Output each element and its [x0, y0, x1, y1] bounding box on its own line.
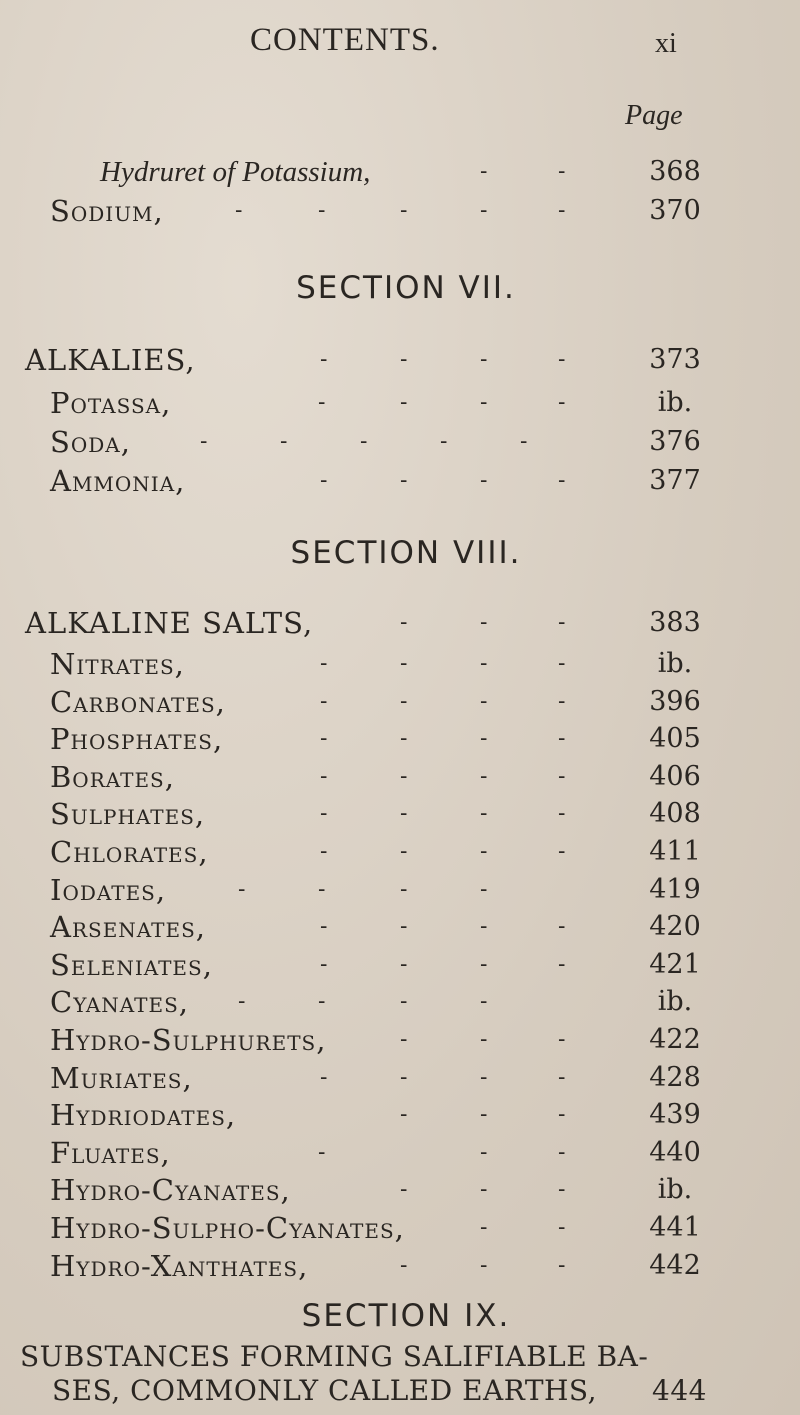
leader-dash: -: [480, 651, 488, 676]
leader-dash: -: [558, 159, 566, 184]
leader-dash: -: [320, 764, 328, 789]
leader-dash: -: [400, 989, 408, 1014]
toc-entry-chlorates[interactable]: [0, 832, 800, 872]
leader-dash: -: [480, 198, 488, 223]
toc-entry-substances-line2[interactable]: SES, COMMONLY CALLED EARTHS,: [52, 1374, 598, 1407]
toc-entry-label: Carbonates,: [50, 685, 226, 719]
leader-dash: -: [400, 689, 408, 714]
toc-entry-substances-line1[interactable]: SUBSTANCES FORMING SALIFIABLE BA-: [20, 1340, 649, 1373]
leader-dash: -: [400, 390, 408, 415]
toc-page-number: 439: [649, 1099, 701, 1130]
leader-dash: -: [440, 429, 448, 454]
leader-dash: -: [400, 1065, 408, 1090]
leader-dash: -: [400, 468, 408, 493]
toc-entry-carbonates[interactable]: [0, 682, 800, 722]
toc-entry-label: Cyanates,: [50, 985, 189, 1019]
leader-dash: -: [400, 1102, 408, 1127]
toc-page-number: 421: [649, 949, 701, 980]
leader-dash: -: [558, 1215, 566, 1240]
leader-dash: -: [558, 839, 566, 864]
leader-dash: -: [200, 429, 208, 454]
toc-entry-label: Hydro-Sulpho-Cyanates,: [50, 1211, 405, 1245]
leader-dash: -: [400, 347, 408, 372]
running-head-title: CONTENTS.: [250, 22, 440, 58]
toc-entry-label: Ammonia,: [50, 464, 186, 498]
toc-entry-label: Fluates,: [50, 1136, 171, 1170]
leader-dash: -: [360, 429, 368, 454]
leader-dash: -: [400, 651, 408, 676]
toc-page-number: 406: [649, 761, 701, 792]
leader-dash: -: [558, 764, 566, 789]
toc-entry-label: Soda,: [50, 425, 131, 459]
leader-dash: -: [558, 952, 566, 977]
leader-dash: -: [400, 1177, 408, 1202]
leader-dash: -: [480, 839, 488, 864]
leader-dash: -: [558, 1253, 566, 1278]
leader-dash: -: [400, 1253, 408, 1278]
toc-entry-label: Sodium,: [50, 194, 164, 228]
leader-dash: -: [480, 1102, 488, 1127]
leader-dash: -: [480, 159, 488, 184]
toc-entry-fluates[interactable]: [0, 1133, 800, 1173]
toc-entry-label: Muriates,: [50, 1061, 193, 1095]
toc-entry-alkalies[interactable]: [0, 340, 800, 380]
toc-page-number: 422: [649, 1024, 701, 1055]
toc-entry-label: Arsenates,: [50, 910, 207, 944]
toc-page-number: 405: [649, 723, 701, 754]
leader-dash: -: [320, 468, 328, 493]
toc-page-number: ib.: [657, 1174, 693, 1205]
toc-entry-phosphates[interactable]: [0, 719, 800, 759]
toc-page-number: 376: [649, 426, 701, 457]
leader-dash: -: [558, 651, 566, 676]
leader-dash: -: [320, 689, 328, 714]
toc-entry-arsenates[interactable]: [0, 907, 800, 947]
toc-entry-hydro-xanthates[interactable]: [0, 1246, 800, 1286]
leader-dash: -: [320, 952, 328, 977]
leader-dash: -: [558, 726, 566, 751]
leader-dash: -: [558, 390, 566, 415]
leader-dash: -: [558, 801, 566, 826]
toc-entry-seleniates[interactable]: [0, 945, 800, 985]
leader-dash: -: [558, 1177, 566, 1202]
toc-entry-label: Hydro-Cyanates,: [50, 1173, 291, 1207]
leader-dash: -: [558, 1140, 566, 1165]
toc-page-number: 441: [649, 1212, 701, 1243]
leader-dash: -: [400, 952, 408, 977]
toc-page-number: 442: [649, 1250, 701, 1281]
leader-dash: -: [558, 689, 566, 714]
toc-entry-alkaline-salts[interactable]: [0, 603, 800, 643]
toc-entry-borates[interactable]: [0, 757, 800, 797]
toc-page-number: ib.: [657, 986, 693, 1017]
leader-dash: -: [320, 839, 328, 864]
leader-dash: -: [520, 429, 528, 454]
toc-entry-label: Potassa,: [50, 386, 172, 420]
leader-dash: -: [320, 726, 328, 751]
leader-dash: -: [400, 877, 408, 902]
toc-entry-hydro-cyanates[interactable]: [0, 1170, 800, 1210]
toc-page-number: ib.: [657, 648, 693, 679]
toc-entry-label: Sulphates,: [50, 797, 206, 831]
leader-dash: -: [480, 610, 488, 635]
folio-number: xi: [655, 28, 677, 59]
toc-page-number: 419: [649, 874, 701, 905]
toc-entry-potassa[interactable]: [0, 383, 800, 423]
leader-dash: -: [480, 726, 488, 751]
leader-dash: -: [480, 1177, 488, 1202]
toc-entry-label: Hydruret of Potassium,: [100, 156, 371, 188]
leader-dash: -: [400, 1027, 408, 1052]
leader-dash: -: [235, 198, 243, 223]
toc-entry-cyanates[interactable]: [0, 982, 800, 1022]
section-heading-ix: SECTION IX.: [301, 1298, 511, 1334]
section-heading-vii: SECTION VII.: [296, 270, 516, 306]
leader-dash: -: [400, 610, 408, 635]
leader-dash: -: [318, 1140, 326, 1165]
toc-page-number: 428: [649, 1062, 701, 1093]
leader-dash: -: [320, 1065, 328, 1090]
leader-dash: -: [400, 839, 408, 864]
toc-entry-sulphates[interactable]: [0, 794, 800, 834]
leader-dash: -: [320, 347, 328, 372]
toc-page-number: 411: [649, 836, 701, 867]
leader-dash: -: [480, 390, 488, 415]
toc-entry-nitrates[interactable]: [0, 644, 800, 684]
leader-dash: -: [318, 390, 326, 415]
leader-dash: -: [480, 877, 488, 902]
toc-entry-label: ALKALIES,: [25, 343, 196, 377]
leader-dash: -: [480, 764, 488, 789]
toc-page-number: 444: [652, 1374, 707, 1407]
toc-entry-hydriodates[interactable]: [0, 1095, 800, 1135]
leader-dash: -: [558, 1027, 566, 1052]
toc-page-number: 368: [649, 156, 701, 187]
toc-entry-label: Nitrates,: [50, 647, 185, 681]
toc-entry-label: Iodates,: [50, 873, 167, 907]
leader-dash: -: [480, 801, 488, 826]
toc-entry-label: Phosphates,: [50, 722, 224, 756]
toc-page-number: 383: [649, 607, 701, 638]
leader-dash: -: [480, 1065, 488, 1090]
toc-page-number: ib.: [657, 387, 693, 418]
leader-dash: -: [480, 1215, 488, 1240]
leader-dash: -: [400, 198, 408, 223]
leader-dash: -: [480, 689, 488, 714]
toc-page-number: 396: [649, 686, 701, 717]
leader-dash: -: [320, 651, 328, 676]
toc-page-number: 370: [649, 195, 701, 226]
leader-dash: -: [238, 989, 246, 1014]
leader-dash: -: [480, 1140, 488, 1165]
leader-dash: -: [480, 952, 488, 977]
toc-entry-label: Hydro-Sulphurets,: [50, 1023, 327, 1057]
toc-page-number: 420: [649, 911, 701, 942]
leader-dash: -: [318, 989, 326, 1014]
leader-dash: -: [558, 1102, 566, 1127]
toc-page-number: 440: [649, 1137, 701, 1168]
toc-entry-hydro-sulpho-cyanates[interactable]: [0, 1208, 800, 1248]
leader-dash: -: [558, 1065, 566, 1090]
leader-dash: -: [318, 198, 326, 223]
leader-dash: -: [558, 347, 566, 372]
section-heading-viii: SECTION VIII.: [290, 535, 522, 571]
leader-dash: -: [480, 1027, 488, 1052]
leader-dash: -: [558, 610, 566, 635]
leader-dash: -: [558, 914, 566, 939]
toc-page-number: 408: [649, 798, 701, 829]
toc-page-number: 377: [649, 465, 701, 496]
toc-page-number: 373: [649, 344, 701, 375]
leader-dash: -: [480, 347, 488, 372]
page-column-label: Page: [625, 100, 683, 131]
leader-dash: -: [320, 801, 328, 826]
leader-dash: -: [480, 1253, 488, 1278]
toc-entry-label: Seleniates,: [50, 948, 213, 982]
toc-entry-label: ALKALINE SALTS,: [25, 606, 314, 640]
leader-dash: -: [280, 429, 288, 454]
leader-dash: -: [238, 877, 246, 902]
toc-entry-ammonia[interactable]: [0, 461, 800, 501]
toc-entry-muriates[interactable]: [0, 1058, 800, 1098]
leader-dash: -: [480, 468, 488, 493]
toc-entry-label: Hydriodates,: [50, 1098, 237, 1132]
toc-entry-sodium[interactable]: [0, 191, 800, 231]
leader-dash: -: [558, 468, 566, 493]
toc-entry-label: Borates,: [50, 760, 175, 794]
toc-entry-label: Chlorates,: [50, 835, 209, 869]
leader-dash: -: [558, 198, 566, 223]
toc-entry-iodates[interactable]: [0, 870, 800, 910]
leader-dash: -: [400, 801, 408, 826]
leader-dash: -: [480, 914, 488, 939]
toc-entry-hydruret-of-potassium[interactable]: [0, 152, 800, 192]
leader-dash: -: [400, 914, 408, 939]
leader-dash: -: [400, 764, 408, 789]
toc-entry-hydro-sulphurets[interactable]: [0, 1020, 800, 1060]
leader-dash: -: [400, 726, 408, 751]
leader-dash: -: [480, 989, 488, 1014]
leader-dash: -: [318, 877, 326, 902]
toc-entry-label: Hydro-Xanthates,: [50, 1249, 309, 1283]
toc-entry-soda[interactable]: [0, 422, 800, 462]
leader-dash: -: [320, 914, 328, 939]
